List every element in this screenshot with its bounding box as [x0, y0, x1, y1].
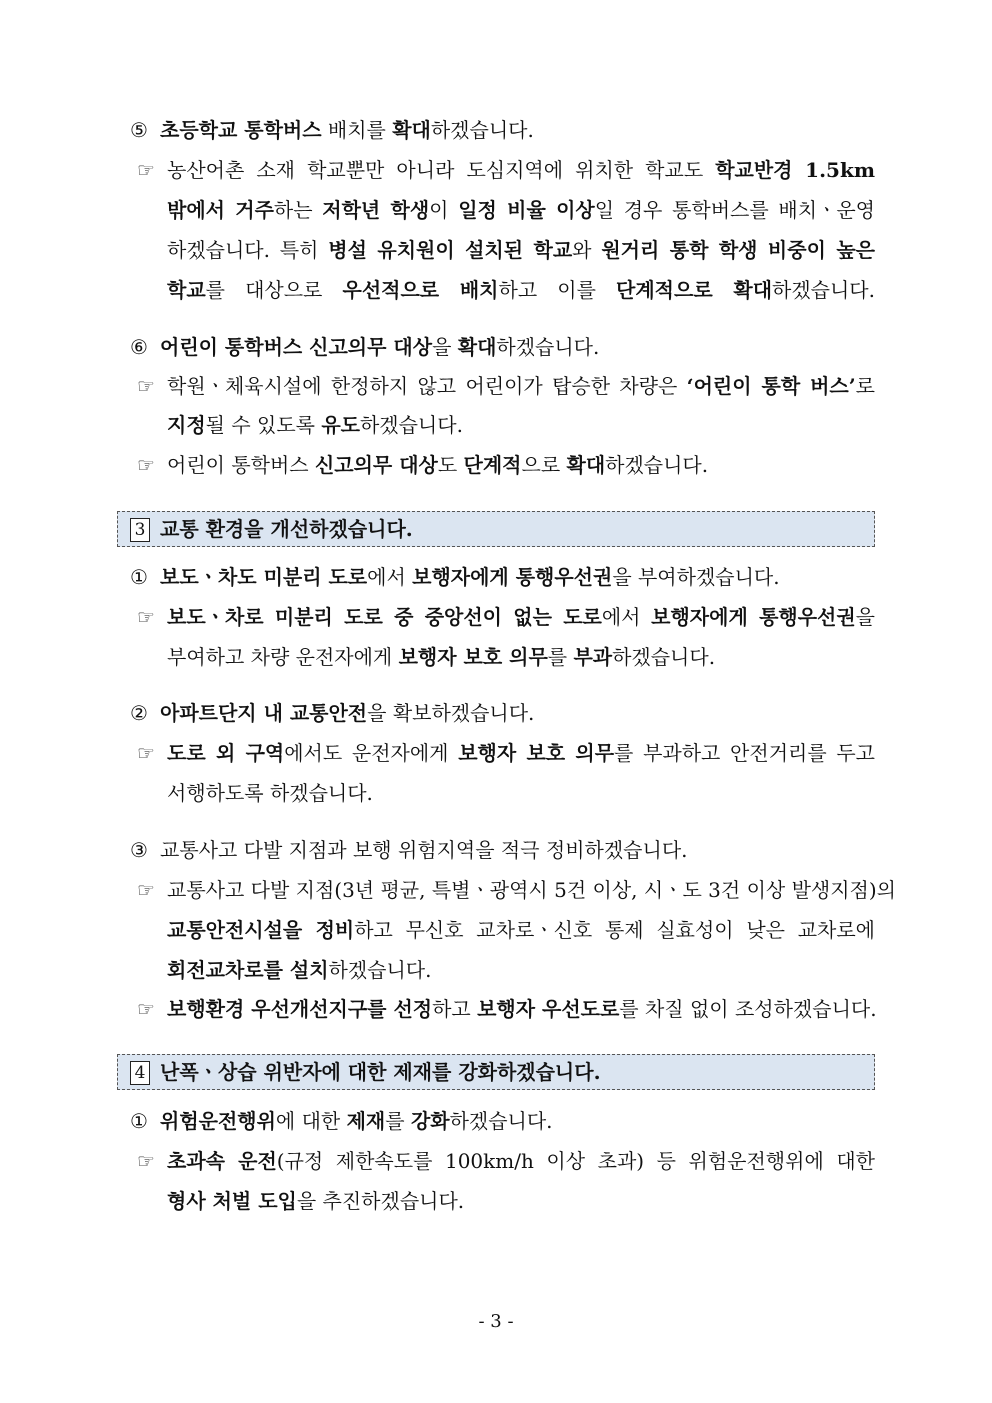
paragraph-line — [167, 276, 875, 304]
text: 에서 — [367, 565, 413, 589]
bold-text: 병설 유치원이 설치된 학교 — [328, 238, 573, 262]
paragraph-line — [137, 451, 708, 479]
bold-text: 우선적으로 배치 — [342, 278, 499, 302]
bold-text: 회전교차로를 설치 — [167, 958, 329, 982]
text: 하겠습니다. — [430, 118, 534, 142]
text: 에서 — [601, 605, 652, 629]
text: 하겠습니다. — [328, 958, 432, 982]
paragraph-line — [167, 779, 373, 807]
bold-text: 확대 — [392, 118, 431, 142]
section-title: 난폭ㆍ상습 위반자에 대한 제재를 강화하겠습니다. — [160, 1060, 601, 1084]
paragraph-line — [167, 916, 875, 944]
text: 하고 — [432, 997, 478, 1021]
text: 학원ㆍ체육시설에 한정하지 않고 어린이가 탑승한 차량은 — [167, 374, 687, 398]
pointing-hand-icon: ☞ — [137, 453, 155, 477]
circled-number: ⑤ — [130, 118, 148, 142]
text: 를 — [547, 645, 574, 669]
pointing-hand-icon: ☞ — [137, 997, 155, 1021]
bold-text: 확대 — [457, 335, 497, 359]
pointing-hand-icon: ☞ — [137, 374, 155, 398]
text: 하겠습니다. — [496, 335, 600, 359]
text: 일 경우 통학버스를 배치ㆍ운영 — [594, 198, 875, 222]
bold-text: 아파트단지 내 교통안전 — [160, 701, 368, 725]
item-heading — [130, 699, 534, 727]
text: 도 — [437, 453, 464, 477]
bold-text: 일정 비율 이상 — [458, 198, 595, 222]
bold-text: 도로 외 구역 — [167, 741, 285, 765]
item-heading-5 — [130, 116, 534, 144]
bold-text: 보도ㆍ차도 미분리 도로 — [160, 565, 368, 589]
text: 를 차질 없이 조성하겠습니다. — [619, 997, 877, 1021]
item-heading — [130, 836, 688, 864]
text: 부여하고 차량 운전자에게 — [167, 645, 399, 669]
text: 하겠습니다. — [612, 645, 716, 669]
paragraph-line — [167, 236, 875, 264]
text: 으로 — [521, 453, 567, 477]
paragraph-line — [167, 1187, 464, 1215]
circled-number: ① — [130, 565, 148, 589]
bold-text: 보도ㆍ차로 미분리 도로 중 중앙선이 없는 도로 — [167, 605, 602, 629]
pointing-hand-icon: ☞ — [137, 605, 155, 629]
bold-text: 어린이 통학버스 신고의무 대상 — [160, 335, 433, 359]
bold-text: 강화 — [410, 1109, 450, 1133]
circled-number: ③ — [130, 838, 148, 862]
text: 하겠습니다. — [772, 278, 875, 302]
bold-text: 제재 — [346, 1109, 386, 1133]
item-heading-6 — [130, 333, 599, 361]
bold-text: 보행자에게 통행우선권 — [651, 605, 856, 629]
text: 로 — [855, 374, 875, 398]
text: 하겠습니다. — [449, 1109, 553, 1133]
text: 을 — [432, 335, 458, 359]
bold-text: 신고의무 대상 — [314, 453, 438, 477]
text: 를 부과하고 안전거리를 두고 — [614, 741, 875, 765]
page-number: - 3 - — [478, 1311, 514, 1332]
bold-text: 원거리 통학 학생 비중이 높은 — [601, 238, 875, 262]
bold-text: 형사 처벌 도입 — [167, 1189, 297, 1213]
paragraph-line — [137, 739, 875, 767]
section-heading-4 — [117, 1054, 875, 1090]
text: 를 — [385, 1109, 411, 1133]
paragraph-line — [137, 156, 875, 184]
text: 하고 무신호 교차로ㆍ신호 통제 실효성이 낮은 교차로에 — [354, 918, 876, 942]
section-heading-text — [130, 515, 413, 543]
item-heading — [130, 1107, 553, 1135]
text: 을 확보하겠습니다. — [367, 701, 535, 725]
text: 교통사고 다발 지점과 보행 위험지역을 적극 정비하겠습니다. — [160, 838, 688, 862]
bold-text: 단계적으로 확대 — [616, 278, 773, 302]
text: 와 — [572, 238, 602, 262]
item-heading — [130, 563, 780, 591]
section-heading-3 — [117, 511, 875, 547]
pointing-hand-icon: ☞ — [137, 741, 155, 765]
bold-text: 저학년 학생 — [322, 198, 430, 222]
text: 하겠습니다. — [605, 453, 709, 477]
paragraph-line — [137, 372, 875, 400]
paragraph-line — [137, 876, 896, 904]
bold-text: 밖에서 거주 — [167, 198, 274, 222]
bold-text: 보행자 보호 의무 — [458, 741, 615, 765]
text: (규정 제한속도를 100km/h 이상 초과) 등 위험운전행위에 대한 — [276, 1149, 875, 1173]
text: 에서도 운전자에게 — [284, 741, 459, 765]
section-heading-text — [130, 1058, 601, 1086]
bold-text: 지정 — [167, 413, 206, 437]
text: 에 대한 — [275, 1109, 347, 1133]
text: 을 부여하겠습니다. — [612, 565, 780, 589]
text: 을 — [855, 605, 875, 629]
bold-text: 유도 — [321, 413, 360, 437]
bold-text: 교통안전시설을 정비 — [167, 918, 355, 942]
paragraph-line — [167, 411, 463, 439]
text: 하는 — [273, 198, 323, 222]
pointing-hand-icon: ☞ — [137, 158, 155, 182]
paragraph-line — [167, 956, 432, 984]
text: 배치를 — [321, 118, 393, 142]
bold-text: 학교 — [167, 278, 206, 302]
section-number: 4 — [130, 1061, 150, 1085]
bold-text: 초과속 운전 — [167, 1149, 277, 1173]
bold-text: 보행자 우선도로 — [477, 997, 620, 1021]
text: 하고 이를 — [498, 278, 617, 302]
circled-number: ② — [130, 701, 148, 725]
bold-text: 확대 — [566, 453, 606, 477]
bold-text: 초등학교 통학버스 — [160, 118, 322, 142]
text: 를 대상으로 — [205, 278, 343, 302]
text: 농산어촌 소재 학교뿐만 아니라 도심지역에 위치한 학교도 — [167, 158, 716, 182]
bold-text: 부과 — [573, 645, 613, 669]
paragraph-line — [137, 1147, 875, 1175]
text: 서행하도록 하겠습니다. — [167, 781, 373, 805]
bold-text: ‘어린이 통학 버스’ — [686, 374, 856, 398]
paragraph-line — [137, 995, 875, 1023]
text: 을 추진하겠습니다. — [296, 1189, 465, 1213]
section-number: 3 — [130, 518, 150, 542]
pointing-hand-icon: ☞ — [137, 878, 155, 902]
bold-text: 단계적 — [463, 453, 522, 477]
bold-text: 보행자 보호 의무 — [398, 645, 548, 669]
section-title: 교통 환경을 개선하겠습니다. — [160, 517, 413, 541]
bold-text: 보행환경 우선개선지구를 선정 — [167, 997, 433, 1021]
paragraph-line — [167, 643, 715, 671]
text: 하겠습니다. 특히 — [167, 238, 329, 262]
text: 될 수 있도록 — [205, 413, 322, 437]
bold-text: 학교반경 1.5km — [715, 158, 875, 182]
bold-text: 보행자에게 통행우선권 — [412, 565, 613, 589]
text: 이 — [429, 198, 459, 222]
text: 어린이 통학버스 — [167, 453, 315, 477]
pointing-hand-icon: ☞ — [137, 1149, 155, 1173]
text: 교통사고 다발 지점(3년 평균, 특별ㆍ광역시 5건 이상, 시ㆍ도 3건 이상 발생지점)의 — [167, 878, 896, 902]
paragraph-line — [137, 603, 875, 631]
paragraph-line — [167, 196, 875, 224]
bold-text: 위험운전행위 — [160, 1109, 276, 1133]
text: 하겠습니다. — [359, 413, 463, 437]
circled-number: ① — [130, 1109, 148, 1133]
circled-number: ⑥ — [130, 335, 148, 359]
